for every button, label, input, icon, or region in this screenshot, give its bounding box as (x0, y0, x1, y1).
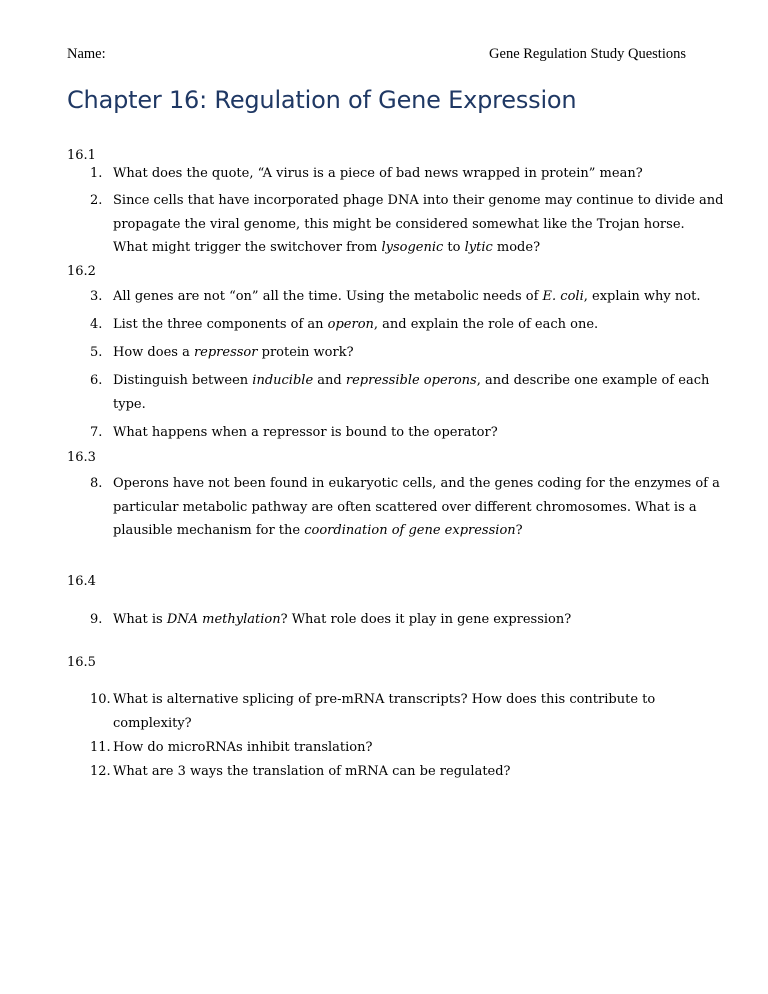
question-2 (90, 189, 724, 260)
question-number: 9. (90, 612, 103, 627)
question-3 (90, 285, 710, 309)
question-number: 6. (90, 373, 103, 388)
question-1 (90, 162, 710, 186)
question-text-line-1: Distinguish between inducible and repressible operons, and describe one example of each (113, 373, 710, 388)
section-heading-16-4: 16.4 (67, 574, 96, 589)
section-heading-16-2: 16.2 (67, 264, 96, 279)
question-6 (90, 369, 710, 416)
question-text: List the three components of an operon, and explain the role of each one. (113, 317, 599, 332)
question-text: How does a repressor protein work? (113, 345, 354, 360)
question-number: 2. (90, 193, 103, 208)
question-text-line-2: type. (113, 396, 146, 412)
question-text: All genes are not “on” all the time. Using the metabolic needs of E. coli, explain why not. (113, 289, 701, 304)
question-text-line-2: complexity? (113, 715, 192, 731)
question-number: 10. (90, 692, 111, 707)
question-9 (90, 608, 710, 632)
question-text-line-2: particular metabolic pathway are often scattered over different chromosomes. What is a (113, 499, 697, 515)
question-text: How do microRNAs inhibit translation? (113, 740, 373, 755)
question-text-line-3: What might trigger the switchover from lysogenic to lytic mode? (113, 240, 541, 255)
question-number: 12. (90, 764, 111, 779)
question-text: What are 3 ways the translation of mRNA can be regulated? (113, 764, 511, 779)
question-text: What happens when a repressor is bound to the operator? (113, 425, 498, 440)
document-title: Gene Regulation Study Questions (489, 46, 686, 62)
question-number: 7. (90, 425, 103, 440)
question-4 (90, 313, 710, 337)
question-text-line-1: Operons have not been found in eukaryotic cells, and the genes coding for the enzymes of a (113, 476, 720, 491)
question-11 (90, 736, 710, 760)
chapter-title: Chapter 16: Regulation of Gene Expression (67, 86, 577, 114)
question-text-line-1: What is alternative splicing of pre-mRNA transcripts? How does this contribute to (113, 692, 656, 707)
question-text: What does the quote, “A virus is a piece of bad news wrapped in protein” mean? (113, 166, 643, 181)
section-heading-16-1: 16.1 (67, 148, 96, 163)
section-heading-16-3: 16.3 (67, 450, 96, 465)
question-text-line-3: plausible mechanism for the coordination of gene expression? (113, 523, 523, 538)
question-number: 1. (90, 166, 103, 181)
question-number: 11. (90, 740, 111, 755)
question-text-line-1: Since cells that have incorporated phage DNA into their genome may continue to divide and (113, 193, 724, 208)
question-text-line-2: propagate the viral genome, this might be considered somewhat like the Trojan horse. (113, 216, 685, 232)
question-number: 4. (90, 317, 103, 332)
question-number: 5. (90, 345, 103, 360)
question-number: 8. (90, 476, 103, 491)
question-10 (90, 688, 710, 735)
name-label: Name: (67, 46, 106, 62)
section-heading-16-5: 16.5 (67, 655, 96, 670)
question-number: 3. (90, 289, 103, 304)
question-5 (90, 341, 710, 365)
question-text: What is DNA methylation? What role does it play in gene expression? (113, 612, 572, 627)
question-8 (90, 472, 720, 543)
question-12 (90, 760, 710, 784)
question-7 (90, 421, 710, 445)
